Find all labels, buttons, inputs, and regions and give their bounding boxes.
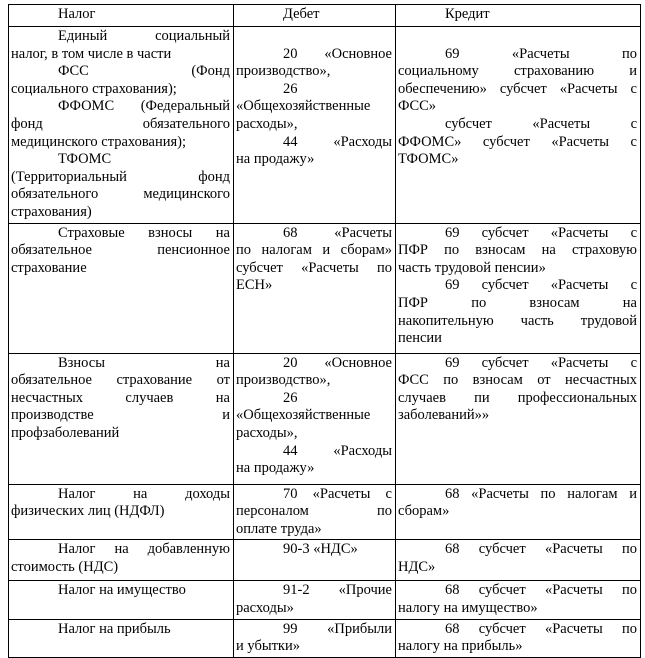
cell-debit <box>234 540 396 581</box>
text-line: 44 «Расходы <box>283 442 392 459</box>
text-line: ТФОМС <box>58 151 112 168</box>
text-line <box>398 28 637 46</box>
cell-debit <box>234 484 396 540</box>
text-line: «Общехозяйственные <box>236 407 371 424</box>
tax-accounts-table-wrap <box>8 4 641 658</box>
text-line: 20 «Основное <box>283 354 392 371</box>
text-line: на продажу» <box>236 151 315 168</box>
text-line: накопительную часть трудовой <box>398 312 637 329</box>
table-row <box>9 581 641 619</box>
text-line: 68 «Расчеты <box>283 224 392 241</box>
table-row <box>9 27 641 224</box>
table-row <box>9 223 641 353</box>
text-line: случаев пи профессиональных <box>398 389 637 406</box>
cell-tax <box>9 27 234 224</box>
text-line: ФФОМС» субсчет «Расчеты с <box>398 133 637 150</box>
text-line: 68 субсчет «Расчеты по <box>445 620 637 637</box>
text-line: (Территориальный фонд <box>11 168 230 185</box>
text-line: 44 «Расходы <box>283 133 392 150</box>
cell-debit <box>234 581 396 619</box>
table-row <box>9 484 641 540</box>
text-line: на продажу» <box>236 460 315 477</box>
text-line: 20 «Основное <box>283 45 392 62</box>
column-header-debit <box>234 5 396 27</box>
text-line: часть трудовой пенсии» <box>398 259 546 276</box>
text-line: «Общехозяйственные <box>236 98 371 115</box>
text-line: расходы», <box>236 424 298 441</box>
cell-debit <box>234 619 396 657</box>
text-line: и убытки» <box>236 638 300 655</box>
text-line: Взносы на <box>58 354 230 371</box>
text-line: 69 субсчет «Расчеты с <box>445 224 637 241</box>
table-row <box>9 540 641 581</box>
text-line: Налог на добавленную <box>58 541 230 558</box>
text-line: персоналом по <box>236 503 392 520</box>
text-line: оплате труда» <box>236 520 322 537</box>
text-line: производстве и <box>11 407 230 424</box>
text-line: физических лиц (НДФЛ) <box>11 503 165 520</box>
tax-accounts-table <box>8 4 641 658</box>
text-line: страхование <box>11 259 87 276</box>
table-row <box>9 353 641 484</box>
text-line: налог, в том числе в части <box>11 45 172 62</box>
text-line: Единый социальный <box>58 28 230 44</box>
text-line: ФСС» <box>398 98 437 115</box>
text-line: Налог на имущество <box>58 582 186 599</box>
text-line: 69 субсчет «Расчеты с <box>445 354 637 371</box>
cell-tax <box>9 484 234 540</box>
text-line: Страховые взносы на <box>58 224 230 241</box>
column-header-label: Кредит <box>445 6 490 22</box>
text-line: ЕСН» <box>236 277 273 294</box>
cell-credit <box>396 27 641 224</box>
text-line: ФСС по взносам от несчастных <box>398 372 637 389</box>
text-line: налогу на прибыль» <box>398 638 523 655</box>
text-line: заболеваний»» <box>398 407 490 424</box>
text-line: субсчет «Расчеты с <box>445 115 637 132</box>
text-line: социального страхования); <box>11 80 177 97</box>
text-line: Налог на доходы <box>58 485 230 502</box>
text-line: налогу на имущество» <box>398 599 538 616</box>
text-line: ФФОМС (Федеральный <box>58 98 230 115</box>
column-header-label: Дебет <box>283 6 320 22</box>
text-line: производство», <box>236 63 331 80</box>
text-line: ПФР по взносам на страховую <box>398 242 637 259</box>
text-line: обязательного медицинского <box>11 186 230 203</box>
cell-credit <box>396 619 641 657</box>
column-header-label: Налог <box>58 6 96 22</box>
text-line: расходы» <box>236 599 294 616</box>
text-line: обеспечению» субсчет «Расчеты с <box>398 80 637 97</box>
tax-table-body <box>9 5 641 658</box>
cell-tax <box>9 353 234 484</box>
text-line: профзаболеваний <box>11 424 120 441</box>
text-line: 26 <box>283 80 298 97</box>
text-line: стоимость (НДС) <box>11 558 119 575</box>
text-line: 68 субсчет «Расчеты по <box>445 582 637 599</box>
cell-credit <box>396 223 641 353</box>
cell-debit <box>234 27 396 224</box>
text-line: ФСС (Фонд <box>58 63 230 80</box>
text-line: обязательное пенсионное <box>11 242 230 259</box>
cell-debit <box>234 353 396 484</box>
cell-credit <box>396 540 641 581</box>
text-line: обязательное страхование от <box>11 372 230 389</box>
text-line: фонд обязательного <box>11 115 230 132</box>
text-line: социальному страхованию и <box>398 63 637 80</box>
text-line: 99 «Прибыли <box>283 620 392 637</box>
text-line: ТФОМС» <box>398 151 459 168</box>
text-line: производство», <box>236 372 331 389</box>
cell-credit <box>396 353 641 484</box>
column-header-credit <box>396 5 641 27</box>
cell-debit <box>234 223 396 353</box>
text-line: 26 <box>283 389 298 406</box>
text-line: страхования) <box>11 203 92 220</box>
cell-tax <box>9 619 234 657</box>
text-line: субсчет «Расчеты по <box>236 259 392 276</box>
text-line: пенсии <box>398 330 442 347</box>
text-line: сборам» <box>398 503 450 520</box>
text-line: НДС» <box>398 558 436 575</box>
text-line: несчастных случаев на <box>11 389 230 406</box>
cell-credit <box>396 484 641 540</box>
text-line: ПФР по взносам на <box>398 294 637 311</box>
text-line: 68 «Расчеты по налогам и <box>445 485 637 502</box>
text-line: 69 «Расчеты по <box>445 45 637 62</box>
cell-credit <box>396 581 641 619</box>
text-line: расходы», <box>236 115 298 132</box>
text-line: 70 «Расчеты с <box>283 485 392 502</box>
text-line: Налог на прибыль <box>58 620 171 637</box>
text-line: 90-3 «НДС» <box>283 541 358 558</box>
cell-tax <box>9 223 234 353</box>
column-header-tax <box>9 5 234 27</box>
text-line: медицинского страхования); <box>11 133 187 150</box>
text-line: 68 субсчет «Расчеты по <box>445 541 637 558</box>
cell-tax <box>9 540 234 581</box>
text-line: 91-2 «Прочие <box>283 582 392 599</box>
text-line <box>236 28 392 46</box>
table-header-row <box>9 5 641 27</box>
text-line: 69 субсчет «Расчеты с <box>445 277 637 294</box>
text-line: по налогам и сборам» <box>236 242 392 259</box>
cell-tax <box>9 581 234 619</box>
table-row <box>9 619 641 657</box>
